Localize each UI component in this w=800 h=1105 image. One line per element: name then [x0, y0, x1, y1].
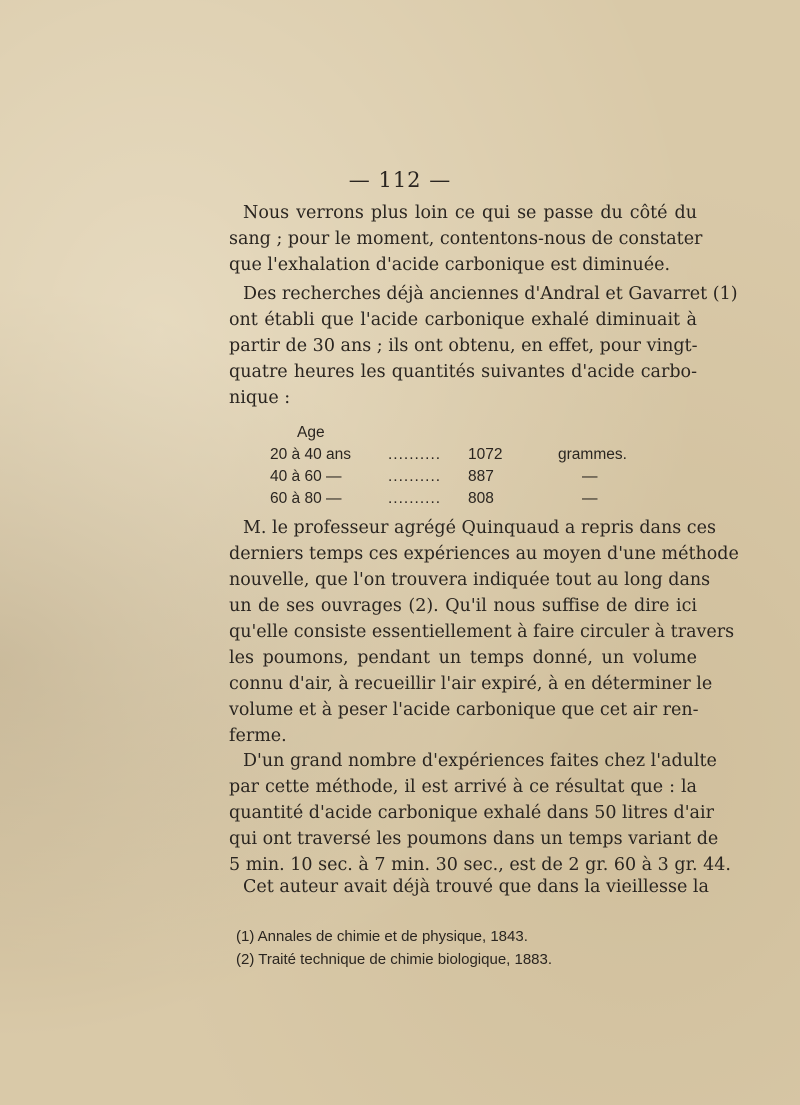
table-row: [270, 488, 672, 510]
text-line: quantité d'acide carbonique exhalé dans 50 litres d'air: [229, 803, 714, 823]
table-header-age: Age: [297, 424, 325, 441]
table-cell-leader: ..........: [388, 446, 442, 463]
table-cell-unit: —: [582, 490, 598, 507]
text-line: Cet auteur avait déjà trouvé que dans la vieillesse la: [243, 877, 709, 897]
text-line: nique :: [229, 388, 291, 408]
page-number: — 112 —: [348, 168, 452, 192]
table-cell-value: 887: [468, 468, 494, 485]
table-cell-value: 808: [468, 490, 494, 507]
table-cell-age: 60 à 80 —: [270, 490, 342, 507]
paragraph-1: [229, 200, 703, 278]
text-line: que l'exhalation d'acide carbonique est diminuée.: [229, 255, 671, 275]
table-cell-unit: —: [582, 468, 598, 485]
text-line: qu'elle consiste essentiellement à faire circuler à travers: [229, 622, 735, 642]
text-line: Des recherches déjà anciennes d'Andral et Gavarret (1): [243, 284, 738, 304]
footnotes: [236, 925, 552, 971]
text-line: ont établi que l'acide carbonique exhalé diminuait à: [229, 310, 697, 330]
text-line: un de ses ouvrages (2). Qu'il nous suffise de dire ici: [229, 596, 697, 616]
paragraph-2: [229, 281, 738, 411]
text-line: nouvelle, que l'on trouvera indiquée tout au long dans: [229, 570, 711, 590]
table-cell-unit: grammes.: [558, 446, 627, 463]
text-line: D'un grand nombre d'expériences faites chez l'adulte: [243, 751, 717, 771]
text-line: derniers temps ces expériences au moyen d'une méthode: [229, 544, 739, 564]
table-cell-value: 1072: [468, 446, 503, 463]
co2-age-table: [270, 422, 672, 510]
text-line: Nous verrons plus loin ce qui se passe du côté du: [243, 203, 697, 223]
text-line: connu d'air, à recueillir l'air expiré, à en déterminer le: [229, 674, 713, 694]
table-cell-leader: ..........: [388, 490, 442, 507]
table-row: [270, 466, 672, 488]
text-line: partir de 30 ans ; ils ont obtenu, en effet, pour vingt-: [229, 336, 698, 356]
footnote-1: (1) Annales de chimie et de physique, 1843.: [236, 928, 528, 945]
text-line: les poumons, pendant un temps donné, un volume: [229, 648, 697, 668]
paragraph-5: [229, 874, 709, 900]
footnote-2: (2) Traité technique de chimie biologique, 1883.: [236, 951, 553, 968]
table-cell-leader: ..........: [388, 468, 442, 485]
text-line: sang ; pour le moment, contentons-nous de constater: [229, 229, 703, 249]
text-line: volume et à peser l'acide carbonique que cet air ren-: [229, 700, 699, 720]
text-line: ferme.: [229, 726, 287, 746]
table-row: [270, 444, 672, 466]
paragraph-3: [229, 515, 739, 749]
text-line: par cette méthode, il est arrivé à ce résultat que : la: [229, 777, 697, 797]
paragraph-4: [229, 748, 731, 878]
table-cell-age: 40 à 60 —: [270, 468, 342, 485]
text-line: qui ont traversé les poumons dans un temps variant de: [229, 829, 719, 849]
text-line: 5 min. 10 sec. à 7 min. 30 sec., est de 2 gr. 60 à 3 gr. 44.: [229, 855, 731, 875]
text-line: quatre heures les quantités suivantes d'acide carbo-: [229, 362, 697, 382]
text-line: M. le professeur agrégé Quinquaud a repris dans ces: [243, 518, 716, 538]
table-cell-age: 20 à 40 ans: [270, 446, 352, 463]
